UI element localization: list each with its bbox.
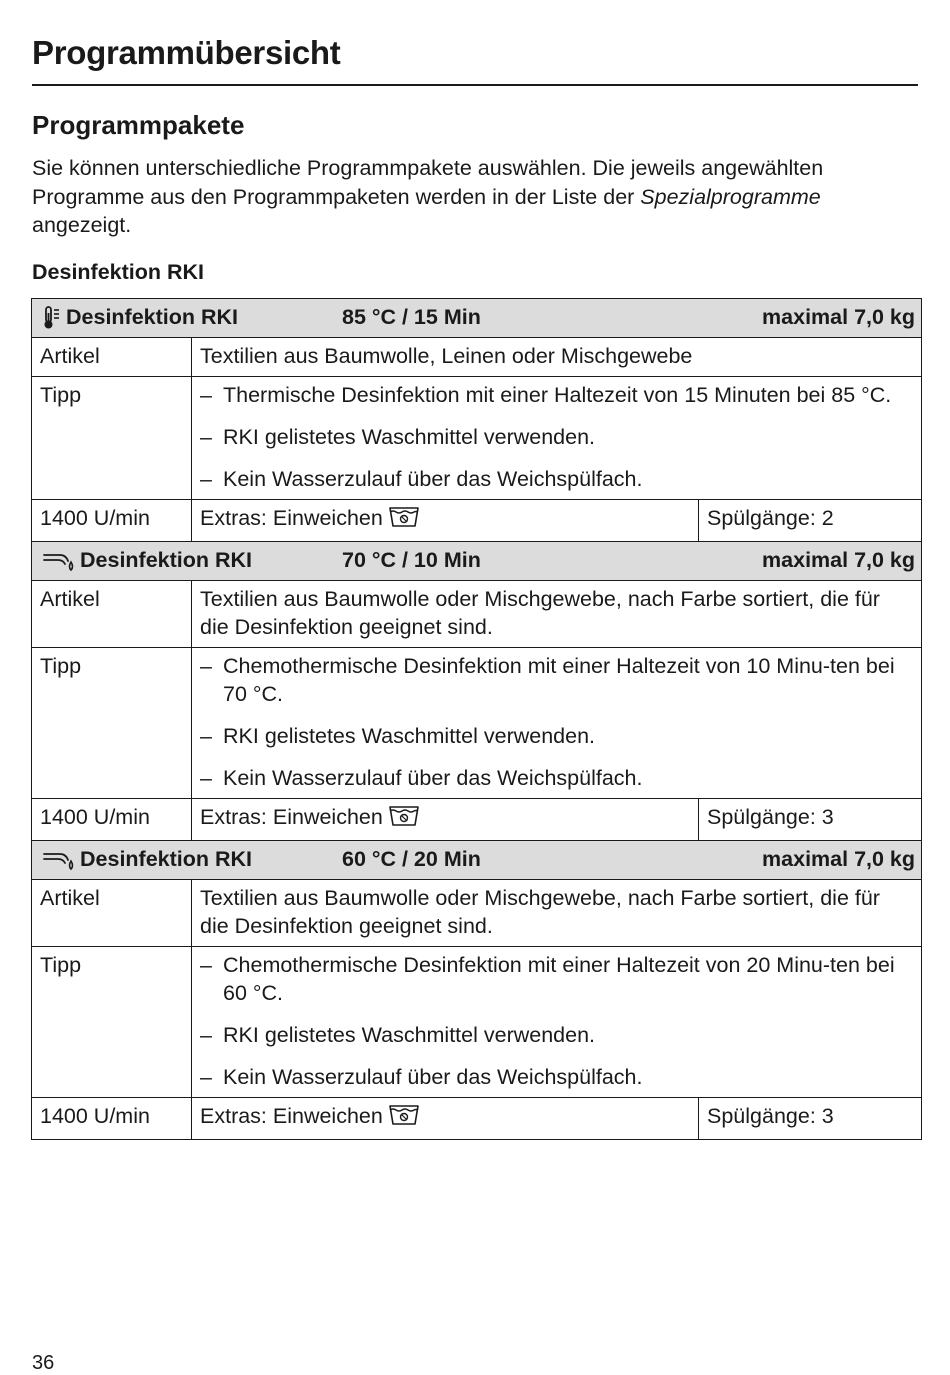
- tip-item: – Kein Wasserzulauf über das Weichspülfach.: [200, 764, 913, 792]
- tip-row: [32, 648, 922, 799]
- tip-list: [200, 652, 913, 792]
- tip-item: – RKI gelistetes Waschmittel verwenden.: [200, 722, 913, 750]
- extras-cell: [192, 500, 699, 542]
- extras-cell: [192, 1098, 699, 1140]
- rinse-count: Spülgänge: 3: [699, 1098, 922, 1140]
- tip-list: [200, 951, 913, 1091]
- article-label: Artikel: [32, 338, 192, 377]
- settings-row: [32, 799, 922, 841]
- program-max-load: maximal 7,0 kg: [762, 847, 916, 871]
- soak-icon: [387, 805, 421, 834]
- tip-label: Tipp: [32, 377, 192, 500]
- tip-label: Tipp: [32, 947, 192, 1098]
- tip-row: [32, 377, 922, 500]
- tip-item: – Chemothermische Desinfektion mit einer Haltezeit von 20 Minu-ten bei 60 °C.: [200, 951, 913, 1007]
- page-number: 36: [32, 1352, 55, 1374]
- spin-speed: 1400 U/min: [32, 500, 192, 542]
- rinse-count: Spülgänge: 2: [699, 500, 922, 542]
- program-max-load: maximal 7,0 kg: [762, 548, 916, 572]
- soak-icon: [387, 506, 421, 535]
- program-temp-time: 70 °C / 10 Min: [342, 548, 481, 572]
- program-name: Desinfektion RKI: [66, 305, 239, 329]
- extras-text: Extras: Einweichen: [200, 506, 383, 530]
- program-table: [31, 298, 922, 1140]
- intro-text-end: angezeigt.: [32, 213, 132, 237]
- tip-list: [200, 381, 913, 493]
- chemical-dosing-icon: [42, 549, 76, 580]
- article-row: [32, 581, 922, 648]
- subsection-title: Desinfektion RKI: [32, 260, 205, 284]
- article-label: Artikel: [32, 880, 192, 947]
- spin-speed: 1400 U/min: [32, 799, 192, 841]
- program-name: Desinfektion RKI: [80, 548, 253, 572]
- program-max-load: maximal 7,0 kg: [762, 305, 916, 329]
- tip-item: – Chemothermische Desinfektion mit einer Haltezeit von 10 Minu-ten bei 70 °C.: [200, 652, 913, 708]
- extras-cell: [192, 799, 699, 841]
- program-temp-time: 60 °C / 20 Min: [342, 847, 481, 871]
- tip-item: – RKI gelistetes Waschmittel verwenden.: [200, 1021, 913, 1049]
- tip-label: Tipp: [32, 648, 192, 799]
- rinse-count: Spülgänge: 3: [699, 799, 922, 841]
- chemical-dosing-icon: [42, 848, 76, 879]
- extras-text: Extras: Einweichen: [200, 805, 383, 829]
- article-label: Artikel: [32, 581, 192, 648]
- article-row: [32, 880, 922, 947]
- thermometer-icon: [42, 306, 62, 337]
- settings-row: [32, 1098, 922, 1140]
- program-header-row: [32, 542, 922, 581]
- tip-item: – Kein Wasserzulauf über das Weichspülfach.: [200, 1063, 913, 1091]
- article-text: Textilien aus Baumwolle, Leinen oder Mischgewebe: [192, 338, 922, 377]
- title-divider: [32, 84, 918, 86]
- program-header-row: [32, 299, 922, 338]
- spin-speed: 1400 U/min: [32, 1098, 192, 1140]
- article-text: Textilien aus Baumwolle oder Mischgewebe, nach Farbe sortiert, die für die Desinfektion geeignet sind.: [192, 880, 922, 947]
- settings-row: [32, 500, 922, 542]
- article-row: [32, 338, 922, 377]
- intro-text-start: Sie können unterschiedliche Programmpakete auswählen. Die jeweils angewählten Programme aus den Programmpaketen werden in der Liste der: [32, 156, 824, 209]
- soak-icon: [387, 1104, 421, 1133]
- section-title: Programmpakete: [32, 110, 245, 140]
- program-name: Desinfektion RKI: [80, 847, 253, 871]
- program-temp-time: 85 °C / 15 Min: [342, 305, 481, 329]
- article-text: Textilien aus Baumwolle oder Mischgewebe, nach Farbe sortiert, die für die Desinfektion geeignet sind.: [192, 581, 922, 648]
- intro-paragraph: [32, 154, 922, 240]
- program-header-row: [32, 841, 922, 880]
- tip-row: [32, 947, 922, 1098]
- page-title: Programmübersicht: [32, 34, 341, 71]
- tip-item: – RKI gelistetes Waschmittel verwenden.: [200, 423, 913, 451]
- tip-item: – Thermische Desinfektion mit einer Haltezeit von 15 Minuten bei 85 °C.: [200, 381, 913, 409]
- tip-item: – Kein Wasserzulauf über das Weichspülfach.: [200, 465, 913, 493]
- extras-text: Extras: Einweichen: [200, 1104, 383, 1128]
- intro-italic-term: Spezialprogramme: [640, 184, 821, 209]
